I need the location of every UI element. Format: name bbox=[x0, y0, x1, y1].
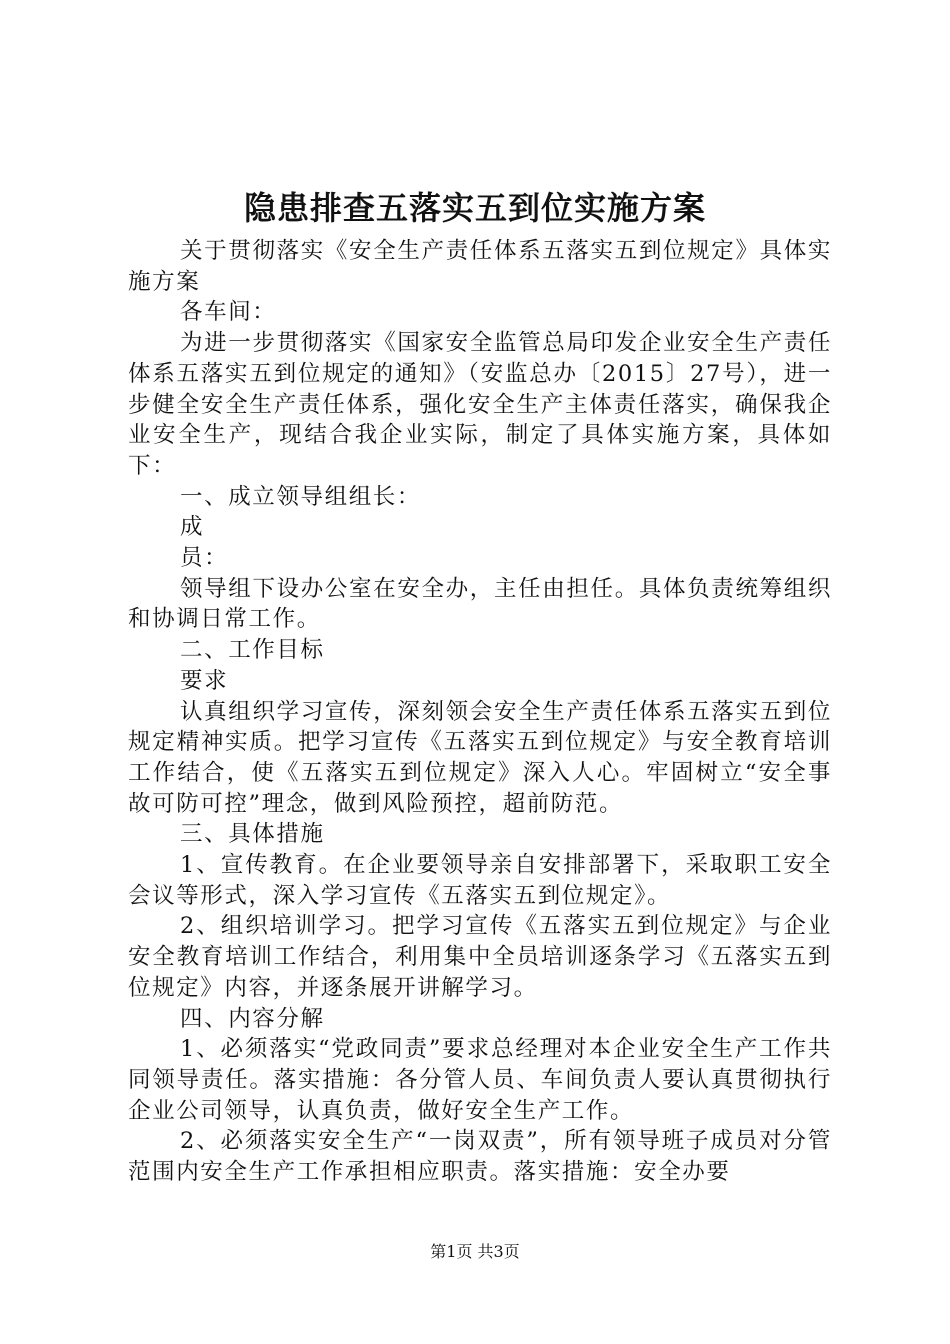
paragraph-breakdown-1: 1、必须落实“党政同责”要求总经理对本企业安全生产工作共同领导责任。落实措施：各分管人员、车间负责人要认真贯彻执行企业公司领导，认真负责，做好安全生产工作。 bbox=[128, 1036, 832, 1124]
paragraph-subject: 关于贯彻落实《安全生产责任体系五落实五到位规定》具体实施方案 bbox=[128, 238, 832, 295]
paragraph-members-2: 员： bbox=[180, 545, 229, 572]
paragraph-requirements: 认真组织学习宣传，深刻领会安全生产责任体系五落实五到位规定精神实质。把学习宣传《五落实五到位规定》与安全教育培训工作结合，使《五落实五到位规定》深入人心。牢固树立“安全事故可防可控”理念，做到风险预控，超前防范。 bbox=[128, 698, 832, 817]
section-heading-measures: 三、具体措施 bbox=[180, 821, 325, 848]
paragraph-breakdown-2: 2、必须落实安全生产“一岗双责”，所有领导班子成员对分管范围内安全生产工作承担相应职责。落实措施：安全办要 bbox=[128, 1128, 832, 1186]
paragraph-measure-2: 2、组织培训学习。把学习宣传《五落实五到位规定》与企业安全教育培训工作结合，利用集中全员培训逐条学习《五落实五到位规定》内容，并逐条展开讲解学习。 bbox=[128, 913, 832, 1001]
paragraph-measure-1: 1、宣传教育。在企业要领导亲自安排部署下，采取职工安全会议等形式，深入学习宣传《五落实五到位规定》。 bbox=[128, 852, 832, 909]
document-body bbox=[128, 236, 832, 1188]
section-heading-leadership: 一、成立领导组组长： bbox=[180, 483, 422, 510]
paragraph-intro: 为进一步贯彻落实《国家安全监管总局印发企业安全生产责任体系五落实五到位规定的通知》（安监总办〔2015〕27号），进一步健全安全生产责任体系，强化安全生产主体责任落实，确保我企业安全生产，现结合我企业实际，制定了具体实施方案，具体如下： bbox=[128, 330, 832, 479]
paragraph-salutation: 各车间： bbox=[180, 299, 277, 326]
document-title: 隐患排查五落实五到位实施方案 bbox=[243, 189, 706, 227]
section-heading-goals: 二、工作目标 bbox=[180, 637, 325, 664]
paragraph-office: 领导组下设办公室在安全办，主任由担任。具体负责统筹组织和协调日常工作。 bbox=[128, 575, 832, 633]
paragraph-members-1: 成 bbox=[180, 514, 205, 541]
page-footer: 第1页 共3页 bbox=[430, 1242, 520, 1261]
paragraph-requirements-label: 要求 bbox=[180, 667, 229, 694]
section-heading-breakdown: 四、内容分解 bbox=[180, 1005, 325, 1032]
